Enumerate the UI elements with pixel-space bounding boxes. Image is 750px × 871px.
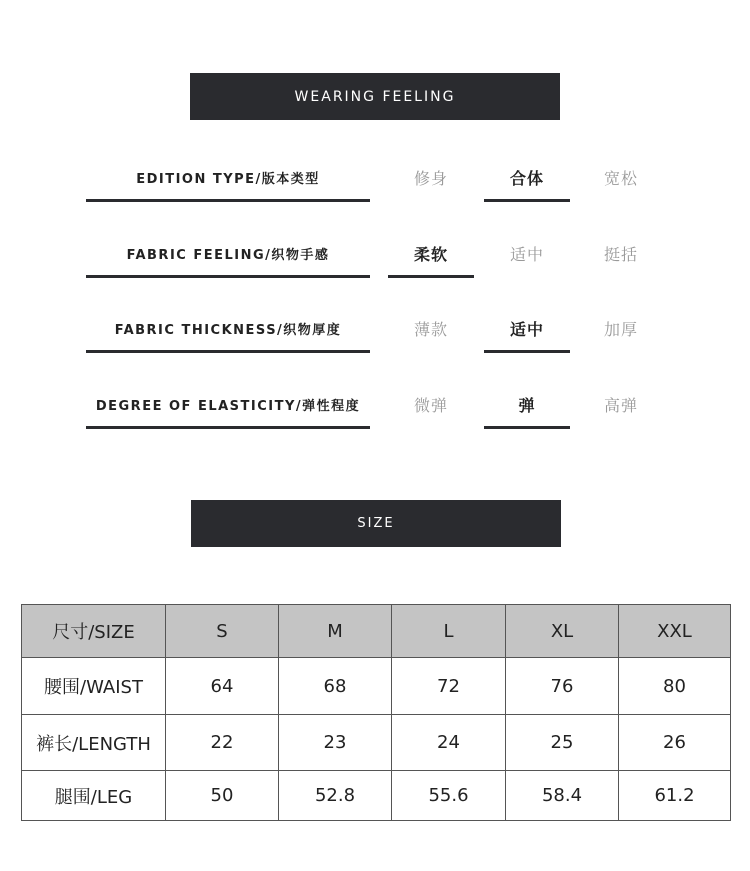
feeling-label: FABRIC FEELING/织物手感	[86, 231, 370, 278]
header-cell: L	[392, 605, 506, 658]
header-cell: M	[279, 605, 392, 658]
row-label-cell: 裤长/LENGTH	[22, 715, 166, 771]
table-cell: 25	[506, 715, 619, 771]
size-banner: SIZE	[191, 500, 561, 547]
feeling-row-elasticity	[0, 382, 750, 442]
table-cell: 58.4	[506, 771, 619, 821]
table-cell: 55.6	[392, 771, 506, 821]
feeling-label: FABRIC THICKNESS/织物厚度	[86, 306, 370, 353]
option-slight-stretch: 微弹	[413, 395, 448, 415]
header-cell: XXL	[619, 605, 731, 658]
option-thick: 加厚	[603, 319, 638, 339]
table-cell: 80	[619, 658, 731, 715]
header-cell: XL	[506, 605, 619, 658]
table-cell: 24	[392, 715, 506, 771]
feeling-label: EDITION TYPE/版本类型	[86, 155, 370, 202]
table-cell: 26	[619, 715, 731, 771]
table-cell: 50	[166, 771, 279, 821]
row-label-cell: 腰围/WAIST	[22, 658, 166, 715]
table-cell: 76	[506, 658, 619, 715]
option-slim: 修身	[413, 168, 448, 188]
table-cell: 68	[279, 658, 392, 715]
table-row	[22, 658, 731, 715]
option-fit-selected: 合体	[484, 155, 570, 202]
option-stiff: 挺括	[603, 244, 638, 264]
table-cell: 61.2	[619, 771, 731, 821]
wearing-feeling-banner: WEARING FEELING	[190, 73, 560, 120]
table-row	[22, 771, 731, 821]
table-header-row	[22, 605, 731, 658]
option-soft-selected: 柔软	[388, 231, 474, 278]
feeling-row-fabric-feeling	[0, 231, 750, 291]
feeling-row-fabric-thickness	[0, 306, 750, 366]
table-cell: 64	[166, 658, 279, 715]
table-cell: 72	[392, 658, 506, 715]
table-cell: 22	[166, 715, 279, 771]
feeling-label: DEGREE OF ELASTICITY/弹性程度	[86, 382, 370, 429]
table-cell: 52.8	[279, 771, 392, 821]
table-row	[22, 715, 731, 771]
size-table	[21, 604, 731, 821]
row-label-cell: 腿围/LEG	[22, 771, 166, 821]
table-cell: 23	[279, 715, 392, 771]
option-loose: 宽松	[603, 168, 638, 188]
option-medium-selected: 适中	[484, 306, 570, 353]
option-stretch-selected: 弹	[484, 382, 570, 429]
option-thin: 薄款	[413, 319, 448, 339]
header-cell: 尺寸/SIZE	[22, 605, 166, 658]
header-cell: S	[166, 605, 279, 658]
option-high-stretch: 高弹	[603, 395, 638, 415]
option-medium: 适中	[509, 244, 544, 264]
feeling-row-edition-type	[0, 155, 750, 215]
